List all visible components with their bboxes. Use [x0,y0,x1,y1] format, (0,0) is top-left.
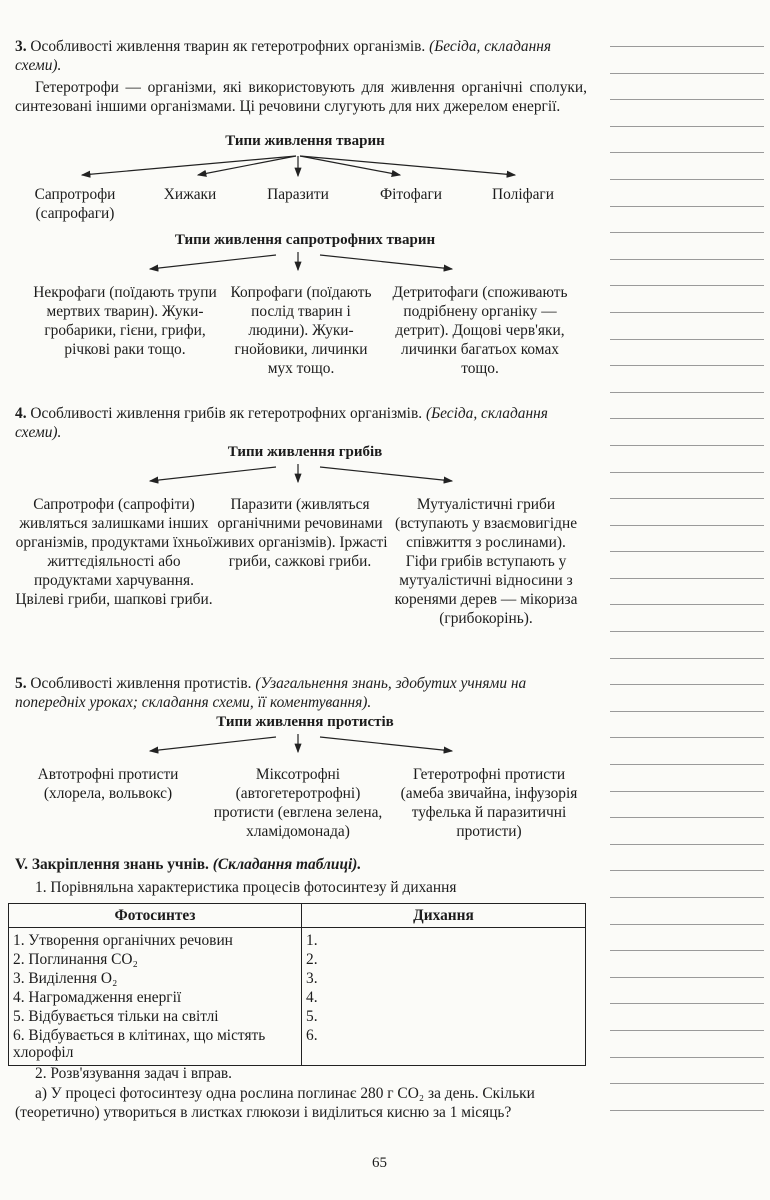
column-header-photosynthesis: Фотосинтез [9,904,302,928]
task-intro: 2. Розв'язування задач і вправ. [35,1065,233,1082]
heterotroph-definition: Гетеротрофи — організми, які використовують для живлення органічні сполуки, синтезовані іншими організмами. Ці речовини слугують для них джерелом енергії. [15,79,587,115]
fungi-saprotrophs: Сапротрофи (сапрофіти) живляться залишками інших організмів, продуктами їхньої життєдіяльності або продуктами харчування. Цвілеві гриби, шапкові гриби. [15,496,213,608]
fungi-parasites: Паразити (живляться органічними речовинами живих організмів). Іржасті гриби, сажкові гриби. [212,496,388,570]
section4-title-text: Особливості живлення грибів як гетеротрофних організмів. [30,405,423,422]
table-cell: 1. Утворення органічних речовин [9,928,302,951]
table-cell: 1. [302,928,586,951]
table-caption: 1. Порівняльна характеристика процесів фотосинтезу й дихання [35,879,457,896]
animal-type-saprotrophs: Сапротрофи (сапрофаги) [34,186,116,222]
animal-type-polyphages: Поліфаги [492,186,554,203]
section5-title-text: Особливості живлення протистів. [30,675,252,692]
section3-note: (Бесіда, складання схеми). [15,38,552,74]
saprotroph-detritophages: Детритофаги (споживають подрібнену органіку — детрит). Дощові черв'яки, личинки багатьох комах тощо. [392,284,568,377]
section-v-number: V. [15,856,28,873]
table-cell: 2. Поглинання CO₂ [9,950,302,969]
column-header-respiration: Дихання [302,904,586,928]
animal-type-phytophages: Фітофаги [379,186,442,203]
section5-number: 5. [15,675,27,692]
fungi-mutualists: Мутуалістичні гриби (вступають у взаємовигідне співжиття з рослинами). Гіфи грибів вступають у мутуалістичні відносини з коренями дерев — мікориза (грибокорінь). [394,496,578,627]
table-cell: 4. Нагромадження енергії [9,988,302,1007]
section3-number: 3. [15,38,27,55]
table-header-row [9,904,586,928]
table-cell: 2. [302,950,586,969]
table-row [9,969,586,988]
protists-autotrophs: Автотрофні протисти (хлорела, вольвокс) [37,766,179,802]
table-row [9,928,586,951]
animals-heading: Типи живлення тварин [225,133,385,149]
saprotroph-coprophages: Копрофаги (поїдають послід тварин і людини). Жуки-гнойовики, личинки мух тощо. [230,284,372,377]
fungi-heading: Типи живлення грибів [227,444,383,460]
table-cell: 3. [302,969,586,988]
table-row [9,950,586,969]
saprotroph-necrophages: Некрофаги (поїдають трупи мертвих тварин). Жуки-гробарики, гієни, грифи, річкові раки тощо. [33,284,217,358]
protists-mixotrophs: Міксотрофні (автогетеротрофні) протисти (евглена зелена, хламідомонада) [213,766,383,840]
table-cell: 5. [302,1007,586,1026]
section-v-title-text: Закріплення знань учнів. [31,856,209,873]
table-cell: 5. Відбувається тільки на світлі [9,1007,302,1026]
section4-number: 4. [15,405,27,422]
table-cell: 6. Відбувається в клітинах, що містять хлорофіл [9,1026,302,1066]
table-cell: 4. [302,988,586,1007]
saprotrophs-heading: Типи живлення сапротрофних тварин [174,232,436,248]
section-v-note: (Складання таблиці). [212,856,362,873]
table-cell: 6. [302,1026,586,1066]
table-row [9,988,586,1007]
section3-title-text: Особливості живлення тварин як гетеротрофних організмів. [30,38,426,55]
animal-type-parasites: Паразити [267,186,329,203]
task-a: а) У процесі фотосинтезу одна рослина поглинає 280 г CO₂ за день. Скільки (теоретично) утвориться в листках глюкози і виділиться кисню за 1 місяць? [15,1085,535,1121]
table-cell: 3. Виділення O₂ [9,969,302,988]
animal-type-predators: Хижаки [163,186,217,203]
section5-note: (Узагальнення знань, здобутих учнями на попередніх уроках; складання схеми, її коментування). [15,675,527,711]
table-row [9,1007,586,1026]
protists-heterotrophs: Гетеротрофні протисти (амеба звичайна, інфузорія туфелька й паразитичні протисти) [400,766,578,840]
page-number: 65 [372,1155,387,1171]
section5-roman-title [15,855,587,874]
protists-heading: Типи живлення протистів [216,714,394,730]
section4-note: (Бесіда, складання схеми). [15,405,548,441]
table-row [9,1026,586,1066]
comparison-table [8,903,586,1066]
